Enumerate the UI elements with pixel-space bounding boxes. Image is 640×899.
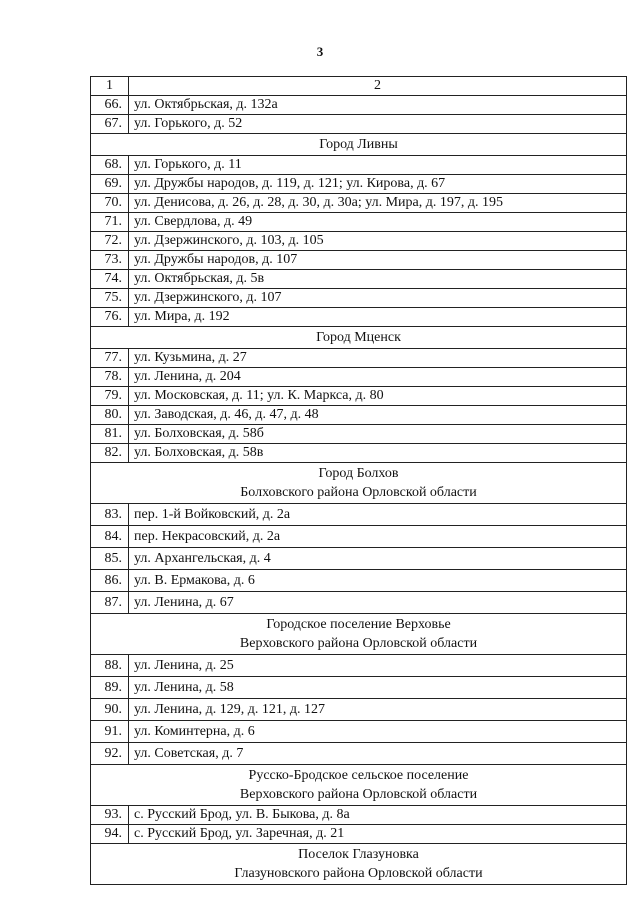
section-heading-line: Верховского района Орловской области <box>239 636 478 651</box>
row-number: 77. <box>91 349 129 368</box>
row-address: ул. Ленина, д. 129, д. 121, д. 127 <box>129 699 627 721</box>
table-row <box>91 743 627 765</box>
section-heading <box>91 134 627 156</box>
table-row <box>91 825 627 844</box>
section-heading-line: Город Ливны <box>319 137 398 152</box>
table-header-row <box>91 77 627 96</box>
row-number: 91. <box>91 721 129 743</box>
section-heading-line: Болховского района Орловской области <box>240 485 477 500</box>
row-address: ул. Заводская, д. 46, д. 47, д. 48 <box>129 406 627 425</box>
row-address: ул. Болховская, д. 58в <box>129 444 627 463</box>
address-table <box>90 76 627 885</box>
table-row <box>91 570 627 592</box>
row-number: 89. <box>91 677 129 699</box>
table-row <box>91 387 627 406</box>
row-number: 71. <box>91 213 129 232</box>
row-address: ул. Кузьмина, д. 27 <box>129 349 627 368</box>
row-address: с. Русский Брод, ул. Заречная, д. 21 <box>129 825 627 844</box>
row-address: ул. Коминтерна, д. 6 <box>129 721 627 743</box>
row-address: ул. Горького, д. 11 <box>129 156 627 175</box>
table-row <box>91 349 627 368</box>
table-row <box>91 156 627 175</box>
row-number: 83. <box>91 504 129 526</box>
row-number: 76. <box>91 308 129 327</box>
row-address: ул. Ленина, д. 25 <box>129 655 627 677</box>
row-number: 94. <box>91 825 129 844</box>
table-row <box>91 526 627 548</box>
table-row <box>91 289 627 308</box>
table-row <box>91 96 627 115</box>
row-address: ул. Денисова, д. 26, д. 28, д. 30, д. 30а; ул. Мира, д. 197, д. 195 <box>129 194 627 213</box>
row-number: 68. <box>91 156 129 175</box>
row-number: 74. <box>91 270 129 289</box>
row-number: 66. <box>91 96 129 115</box>
table-row <box>91 655 627 677</box>
table-row <box>91 699 627 721</box>
row-number: 85. <box>91 548 129 570</box>
row-address: ул. Ленина, д. 67 <box>129 592 627 614</box>
table-row <box>91 213 627 232</box>
column-header-number: 1 <box>91 77 129 96</box>
section-heading-row <box>91 327 627 349</box>
section-heading-row <box>91 765 627 806</box>
row-address: ул. Свердлова, д. 49 <box>129 213 627 232</box>
section-heading-line: Город Мценск <box>316 330 401 345</box>
table-row <box>91 425 627 444</box>
row-address: пер. 1-й Войковский, д. 2а <box>129 504 627 526</box>
row-address: ул. Болховская, д. 58б <box>129 425 627 444</box>
row-number: 69. <box>91 175 129 194</box>
table-row <box>91 548 627 570</box>
section-heading-row <box>91 134 627 156</box>
section-heading <box>91 463 627 504</box>
table-row <box>91 406 627 425</box>
row-number: 90. <box>91 699 129 721</box>
table-row <box>91 115 627 134</box>
table-row <box>91 194 627 213</box>
row-number: 87. <box>91 592 129 614</box>
row-number: 81. <box>91 425 129 444</box>
row-address: ул. Архангельская, д. 4 <box>129 548 627 570</box>
table-row <box>91 308 627 327</box>
row-number: 79. <box>91 387 129 406</box>
row-number: 72. <box>91 232 129 251</box>
section-heading-row <box>91 463 627 504</box>
table-row <box>91 592 627 614</box>
section-heading-line: Город Болхов <box>318 466 399 481</box>
section-heading-line: Городское поселение Верховье <box>266 617 451 632</box>
row-number: 73. <box>91 251 129 270</box>
row-number: 93. <box>91 806 129 825</box>
section-heading-line: Верховского района Орловской области <box>239 787 478 802</box>
row-address: ул. Московская, д. 11; ул. К. Маркса, д. 80 <box>129 387 627 406</box>
table-row <box>91 175 627 194</box>
address-table-body <box>91 77 627 885</box>
row-number: 80. <box>91 406 129 425</box>
table-row <box>91 806 627 825</box>
table-row <box>91 444 627 463</box>
table-row <box>91 504 627 526</box>
section-heading <box>91 765 627 806</box>
column-header-address: 2 <box>129 77 627 96</box>
row-number: 84. <box>91 526 129 548</box>
row-address: ул. Горького, д. 52 <box>129 115 627 134</box>
table-row <box>91 368 627 387</box>
section-heading-line: Русско-Бродское сельское поселение <box>248 768 469 783</box>
row-number: 75. <box>91 289 129 308</box>
table-row <box>91 251 627 270</box>
row-address: ул. Ленина, д. 58 <box>129 677 627 699</box>
row-number: 67. <box>91 115 129 134</box>
row-address: пер. Некрасовский, д. 2а <box>129 526 627 548</box>
row-number: 92. <box>91 743 129 765</box>
row-address: с. Русский Брод, ул. В. Быкова, д. 8а <box>129 806 627 825</box>
section-heading-line: Поселок Глазуновка <box>298 847 419 862</box>
row-address: ул. Советская, д. 7 <box>129 743 627 765</box>
row-number: 88. <box>91 655 129 677</box>
section-heading <box>91 844 627 885</box>
table-row <box>91 677 627 699</box>
row-number: 70. <box>91 194 129 213</box>
section-heading-row <box>91 614 627 655</box>
page-number: 3 <box>316 44 324 59</box>
row-number: 86. <box>91 570 129 592</box>
row-address: ул. Октябрьская, д. 5в <box>129 270 627 289</box>
row-address: ул. Октябрьская, д. 132а <box>129 96 627 115</box>
row-address: ул. В. Ермакова, д. 6 <box>129 570 627 592</box>
section-heading <box>91 327 627 349</box>
row-address: ул. Ленина, д. 204 <box>129 368 627 387</box>
section-heading-row <box>91 844 627 885</box>
row-address: ул. Дружбы народов, д. 107 <box>129 251 627 270</box>
table-row <box>91 232 627 251</box>
row-address: ул. Мира, д. 192 <box>129 308 627 327</box>
section-heading-line: Глазуновского района Орловской области <box>234 866 483 881</box>
row-number: 78. <box>91 368 129 387</box>
section-heading <box>91 614 627 655</box>
table-row <box>91 270 627 289</box>
row-address: ул. Дзержинского, д. 103, д. 105 <box>129 232 627 251</box>
row-address: ул. Дзержинского, д. 107 <box>129 289 627 308</box>
row-number: 82. <box>91 444 129 463</box>
table-row <box>91 721 627 743</box>
row-address: ул. Дружбы народов, д. 119, д. 121; ул. Кирова, д. 67 <box>129 175 627 194</box>
